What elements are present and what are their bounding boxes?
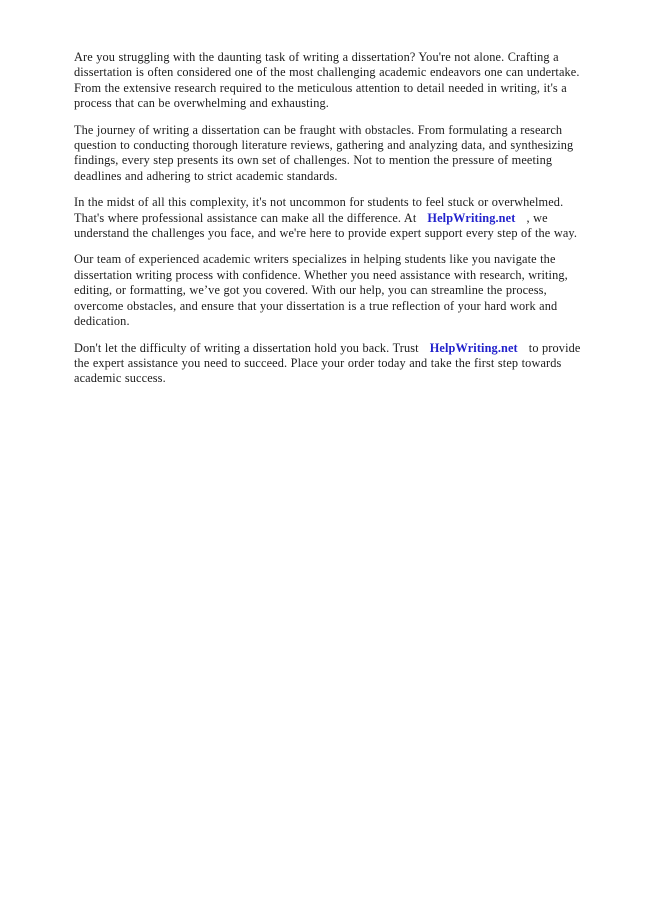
helpwriting-link-1[interactable]: HelpWriting.net — [427, 210, 516, 225]
paragraph-4: Our team of experienced academic writers specializes in helping students like you navigate the dissertation writing process with confidence. Whether you need assistance with research, writing, editing, or formatting, we’ve got you covered. With our help, you can streamline the process, overcome obstacles, and ensure that your dissertation is a true reflection of your hard work and dedication. — [74, 252, 568, 329]
paragraph-3-text-after-link: , we understand the challenges you face, and we're here to provide expert support every step of the way. — [74, 210, 578, 241]
paragraph-5-text-after-link: to provide the expert assistance you need to succeed. Place your order today and take the first step towards academic success. — [74, 340, 581, 386]
paragraph-3-text-before-link: In the midst of all this complexity, it's not uncommon for students to feel stuck or overwhelmed. That's where professional assistance can make all the difference. At — [74, 195, 564, 225]
paragraph-2: The journey of writing a dissertation can be fraught with obstacles. From formulating a research question to conducting thorough literature reviews, gathering and analyzing data, and synthesizing findings, every step presents its own set of challenges. Not to mention the pressure of meeting deadlines and adhering to strict academic standards. — [74, 122, 574, 183]
paragraph-3 — [74, 195, 595, 241]
paragraph-5 — [74, 341, 595, 387]
paragraph-1: Are you struggling with the daunting task of writing a dissertation? You're not alone. Crafting a dissertation is often considered one of the most challenging academic endeavors one can undertake. From the extensive research required to the meticulous attention to detail needed in writing, it's a process that can be overwhelming and exhausting. — [74, 50, 580, 111]
document-body — [74, 50, 595, 387]
paragraph-5-text-before-link: Don't let the difficulty of writing a dissertation hold you back. Trust — [74, 340, 419, 355]
helpwriting-link-2[interactable]: HelpWriting.net — [429, 340, 518, 355]
